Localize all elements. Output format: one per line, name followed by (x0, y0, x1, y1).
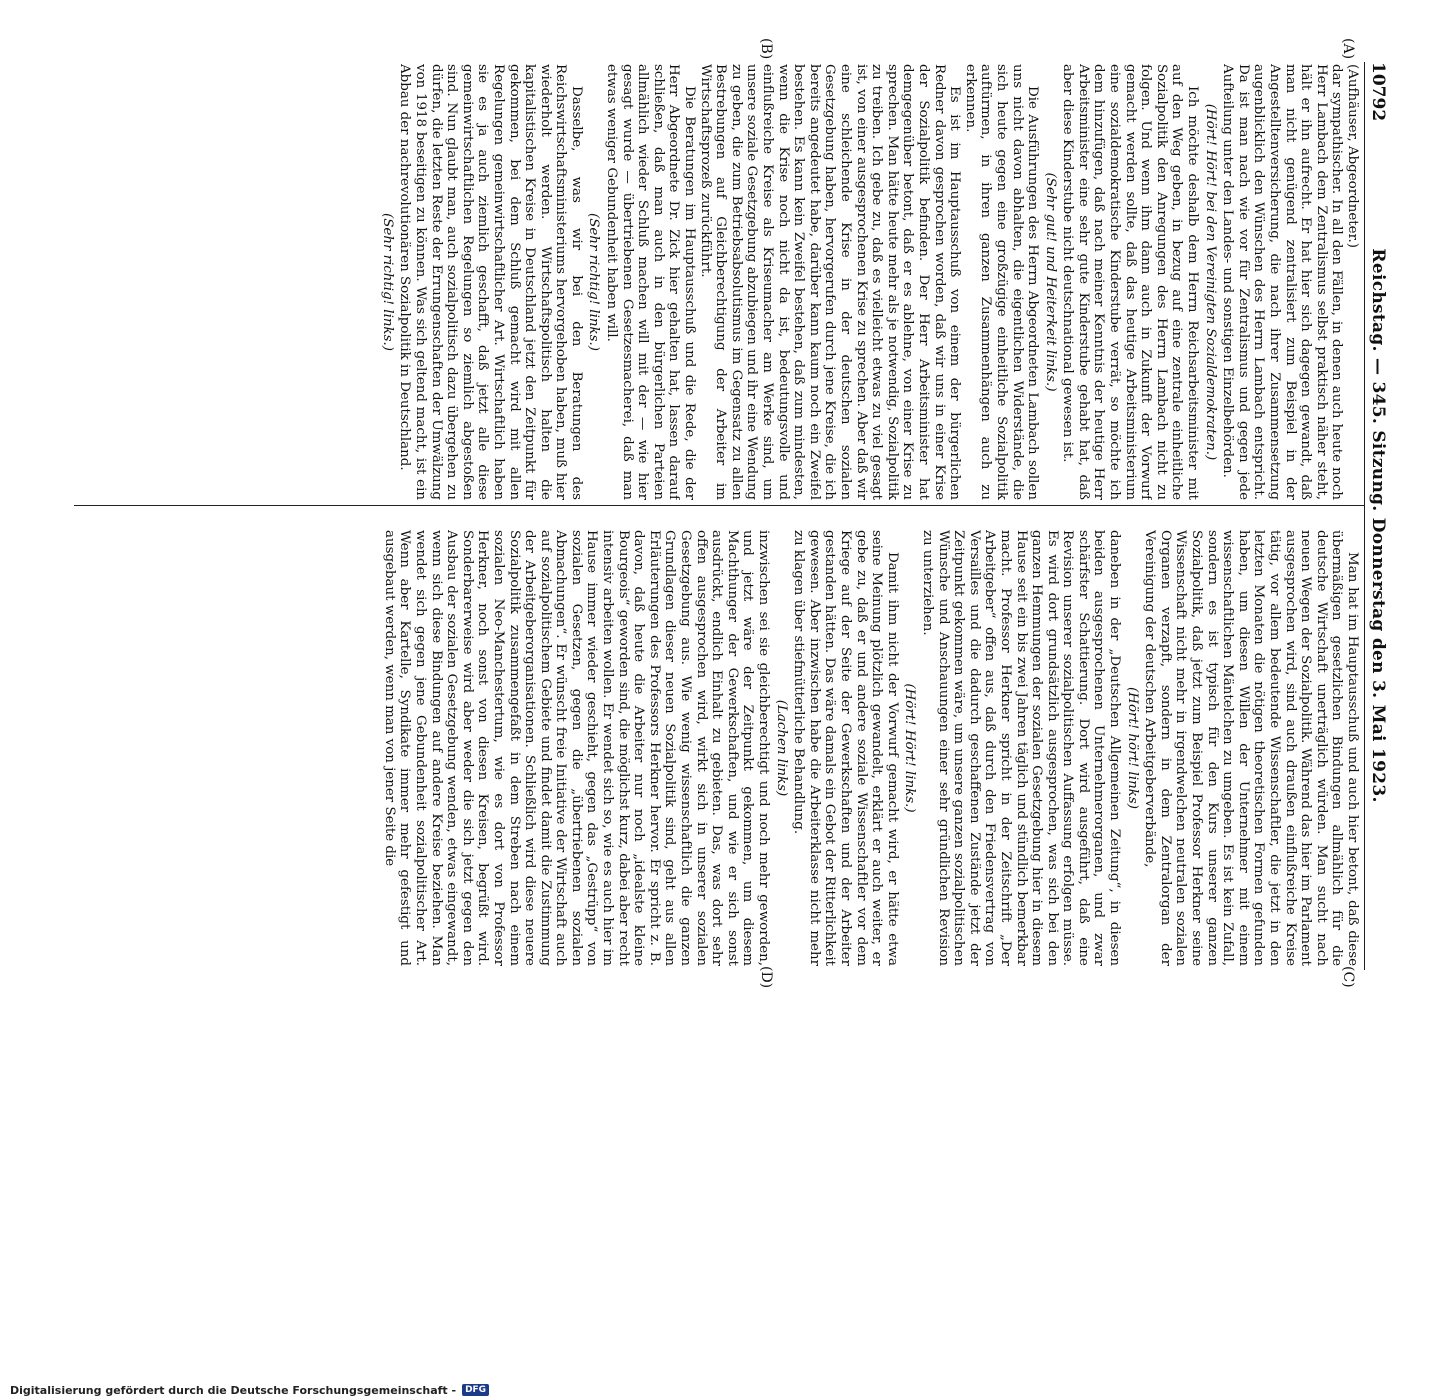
left-text-column (90, 64, 1360, 500)
right-text-column (90, 530, 1360, 966)
paragraph: (Hört! Hört! links.) (902, 683, 918, 813)
paragraph: (Aufhäuser, Abgeordneter.) (1345, 64, 1360, 248)
paragraph: Die Ausführungen des Herrn Abgeordneten Lambach sollen uns nicht davon abhalten, die eigentlichen Widerstände, die sich heute gegen eine großzügige einheitliche Sozialpolitik auftürmen, in ihren ganzen Zusammenhängen auch zu erkennen. (962, 64, 1041, 500)
page-title: Reichstag. — 345. Sitzung. Donnerstag den 3. Mai 1923. (1368, 248, 1388, 803)
paragraph: (Hört! Hört! bei den Vereinigten Sozialdemokraten.) (1202, 103, 1218, 461)
paragraph: dar sympathischer. In all den Fällen, in denen auch heute noch Herr Lambach dem Zentralismus selbst praktisch näher steht, hält er ihn aufrecht. Er hat hier sich dagegen gewandt, daß man nicht genügend zentralisiert zum Beispiel in der Angestelltenversicherung, die nach ihrer Zusammensetzung augenblicklich den Wünschen des Herrn Lambach entspricht. Da ist man nach wie vor für Zentralismus und gegen jede Aufteilung unter den Landes- und sonstigen Einzelbehörden. (1220, 64, 1345, 500)
paragraph: (Hört! hört! links) (1124, 687, 1140, 809)
paragraph: Die Beratungen im Hauptausschuß und die Rede, die der Herr Abgeordnete Dr. Zick hier gehalten hat, lassen darauf schließen, daß man auch in den bürgerlichen Parteien allmählich wieder Schluß machen will mit der — wie hier gesagt wurde — übertriebenen Gesetzesmacherei, daß man etwas weniger Gebundenheit haben will. (604, 64, 698, 500)
column-divider (74, 505, 1364, 506)
paragraph: Damit ihm nicht der Vorwurf gemacht wird, er hätte etwa seine Meinung plötzlich gewandelt, erklärt er auch weiter, er gebe zu, daß er und andere soziale Wissenschaftler vor dem Kriege auf der Seite der Gewerkschaften und der Arbeiter gestanden hätten. Das wäre damals ein Gebot der Ritterlichkeit gewesen. Aber inzwischen habe die Arbeiterklasse nicht mehr zu klagen über stiefmütterliche Behandlung. (791, 530, 900, 966)
paragraph: (Sehr richtig! links.) (379, 213, 395, 351)
paragraph: (Sehr richtig! links.) (586, 213, 602, 351)
dfg-logo: DFG (462, 1384, 489, 1396)
paragraph: Dasselbe, was wir bei den Beratungen des Reichswirtschaftsministeriums hervorgehoben haben, muß hier wiederholt werden. Wirtschaftspolitisch halten die kapitalistischen Kreise in Deutschland jetzt den Zeitpunkt für gekommen, bei dem Schluß gemacht wird mit allen Regelungen gemeinwirtschaftlicher Art. Wirtschaftlich haben sie es ja auch ziemlich geschafft, daß jetzt alle diese gemeinwirtschaftlichen Regelungen so ziemlich abgestoßen sind. Nun glaubt man, auch sozialpolitisch dazu übergehen zu dürfen, die letzten Reste der Errungenschaften der Umwälzung von 1918 beseitigen zu können. Was sich geltend macht, ist ein Abbau der nachrevolutionären Sozialpolitik in Deutschland. (397, 64, 584, 500)
margin-mark-b: (B) (758, 38, 774, 60)
margin-mark-a: (A) (1340, 38, 1356, 60)
page-number: 10792 (1368, 62, 1388, 122)
paragraph: (Lachen links) (773, 699, 789, 797)
margin-mark-d: (D) (758, 966, 774, 989)
paragraph: Man hat im Hauptausschuß und auch hier betont, daß diese übermäßigen gesetzlichen Bindungen allmählich für die deutsche Wirtschaft unerträglich würden. Man sucht nach neuen Wegen der Sozialpolitik. Während das hier im Parlament ausgesprochen wird, sind auch draußen einflußreiche Kreise tätig, vor allem bedeutende Wissenschaftler, die jetzt in den letzten Monaten die nötigen theoretischen Formen gefunden haben, um diesen Willen der Unternehmer mit einem wissenschaftlichen Mäntelchen zu umgeben. Es ist kein Zufall, sondern es ist typisch für den Kurs unserer ganzen Sozialpolitik, daß jetzt zum Beispiel Professor Herkner seine Wissenschaft nicht mehr in irgendwelchen neutralen sozialen Organen verzapft, sondern in dem Zentralorgan der Vereinigung der deutschen Arbeitgeberverbände, (1142, 530, 1360, 966)
page-header (1364, 62, 1434, 970)
paragraph: daneben in der „Deutschen Allgemeinen Zeitung“, in diesen beiden ausgesprochenen Unternehmerorganen, und zwar schärfster Schattierung. Dort wird ausgeführt, daß eine Revision unserer sozialpolitischen Auffassung erfolgen müsse. Es wird dort grundsätzlich ausgesprochen, was sich bei den ganzen Hemmungen der sozialen Gesetzgebung hier in diesem Hause seit ein bis zwei Jahren täglich und stündlich bemerkbar macht. Professor Herkner spricht in der Zeitschrift „Der Arbeitgeber“ offen aus, daß durch den Friedensvertrag von Versailles und die dadurch geschaffenen Zustände jetzt der Zeitpunkt gekommen wäre, um unsere ganzen sozialpolitischen Wünsche und Anschauungen einer sehr gründlichen Revision zu unterziehen. (919, 530, 1123, 966)
paragraph: Es ist im Hauptausschuß von einem der bürgerlichen Redner davon gesprochen worden, daß wir uns in einer Krise der Sozialpolitik befinden. Der Herr Arbeitsminister hat demgegenüber betont, daß er es ablehne, von einer Krise zu sprechen. Man hätte heute mehr als je notwendig, Sozialpolitik zu treiben. Ich gebe zu, daß es vielleicht etwas zu viel gesagt ist, von einer ausgesprochenen Krise zu sprechen. Aber daß wir eine schleichende Krise in der deutschen sozialen Gesetzgebung haben, hervorgerufen durch jene Kreise, die ich bereits angedeutet habe, darüber kann kaum noch ein Zweifel bestehen. Es kann kein Zweifel bestehen, daß zum mindesten, wenn die Krise noch nicht da ist, bedeutungsvolle und einflußreiche Kreise als Kriseumacher am Werke sind, um unsere soziale Gesetzgebung abzubiegen und ihr eine Wendung zu geben, die zum Betriebsabsolutismus im Gegensatz zu allen Bestrebungen auf Gleichberechtigung der Arbeiter im Wirtschaftsprozeß zurückführt. (697, 64, 963, 500)
footer-text: Digitalisierung gefördert durch die Deutsche Forschungsgemeinschaft - (10, 1383, 457, 1397)
paragraph: Ich möchte deshalb dem Herrn Reichsarbeitsminister mit auf den Weg geben, in bezug auf eine zentrale einheitliche Sozialpolitik den Anregungen des Herrn Lambach nicht zu folgen. Und wenn ihm dann auch in Zukunft der Vorwurf gemacht werden sollte, daß das heutige Arbeitsministerium eine sozialdemokratische Kinderstube verrät, so möchte ich dem hinzufügen, daß nach meiner Kenntnis der heutige Herr Arbeitsminister eine sehr gute Kinderstube gehabt hat, daß aber diese Kinderstube nicht deutschnational gewesen ist. (1060, 64, 1201, 500)
paragraph: inzwischen sei sie gleichberechtigt und noch mehr geworden, und jetzt wäre der Zeitpunkt gekommen, um diesem Machthunger der Gewerkschaften, und wie er sich sonst ausdrückt, endlich Einhalt zu gebieten. Das, was dort sehr offen ausgesprochen wird, wirkt sich in unserer sozialen Gesetzgebung aus. Wie wenig wissenschaftlich die ganzen Grundlagen dieser neuen Sozialpolitik sind, geht aus allen Erläuterungen des Professors Herkner hervor. Er spricht z. B. davon, daß heute die Arbeiter nur noch „idealste kleine Bourgeois“ geworden sind, die möglichst kurz, dabei aber recht intensiv arbeiten wollen. Er wendet sich so, wie es auch hier im Hause immer wieder geschieht, gegen das „Gestrüpp“ von sozialen Gesetzen, gegen die „übertriebenen sozialen Abmachungen“. Er wünscht freie Initiative der Wirtschaft auch auf sozialpolitischem Gebiete und findet damit die Zustimmung der Arbeitgeberorganisationen. Schließlich wird diese neuere Sozialpolitik zusammengefaßt in dem Streben nach einem sozialen Neo-Manchestertum, wie es dort von Professor Herkner, noch sonst von diesen Kreisen, begrüßt wird. Sonderbarerweise wird aber weder die sich jetzt gegen den Ausbau der sozialen Gesetzgebung wenden, etwas eingewandt, wenn sich diese Bindungen auf andere Kreise beziehen. Man wendet sich gegen jene Gebundenheit sozialpolitischer Art. Wenn aber Kartelle, Syndikate immer mehr gefestigt und ausgebaut werden, wenn man von jener Seite die (381, 530, 772, 966)
digitization-footer (10, 1380, 990, 1400)
paragraph: (Sehr gut! und Heiterkeit links.) (1042, 172, 1058, 392)
margin-mark-c: (C) (1340, 966, 1356, 988)
